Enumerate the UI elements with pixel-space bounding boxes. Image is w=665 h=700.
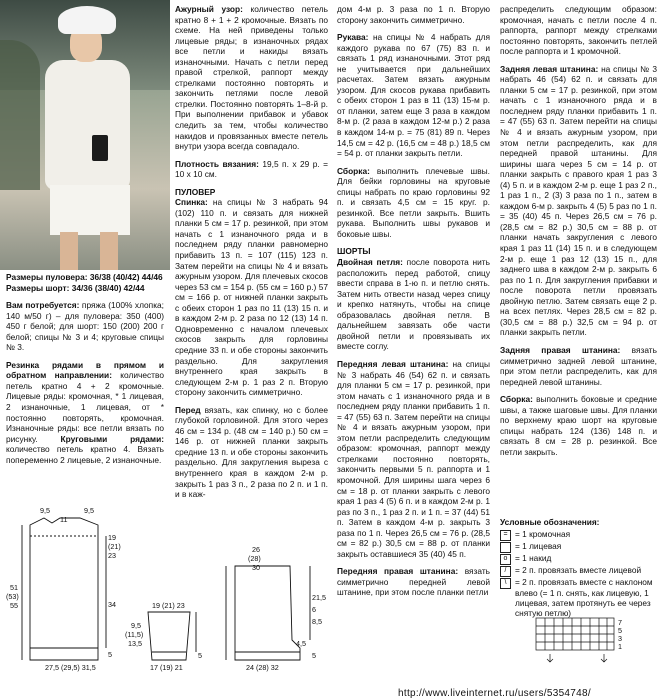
lace-text: количество петель кратно 8 + 1 + 2 кромочные. Вязать по схеме. На ней приведены только лицевые ряды; в изнаночных рядах все петли и накиды вязать изнаночными. Начать с петли перед правой стрелкой, раппорт между стрелками постоянно повторять и закончить петлями после левой стрелки. Постоянно повторять 1–8-й р. При выполнении прибавок и убавок следить за тем, чтобы количество накидов и провязанных вместе петель внутри узора всегда совпадало. bbox=[175, 4, 328, 152]
short-h2-label: 8,5 bbox=[312, 617, 322, 626]
left-leg-text: на спицы № 3 набрать 46 (54) 62 п. и связать для планки 5 см = 17 р. резинкой, при этом начать с 1 изнаночного ряда и в последнем ряду планки прибавить 1 п. = 47 (55) 63 п. Затем перейти на спицы № 4 и вязать ажурным узором, при этом петли распределить следующим образом: кромочная, раппорт между стрелками постоянно повторять, закончить первыми 5 п. раппорта и 1 кромочной. Для ширины шага через 6 см = 18 р. от планки закрыть с левого края 1 раз 4 (5) 6 п. и в каждом 2-м р. 1 раз по 3 п., 1 раз 2 п. и 1 п. = 37 (44) 51 п. Затем в каждом 4-м р. закрыть 3 раза по 1 п. Через 26,5 см = 76 р. (28,5 см = 82 р.) 30,5 см = 88 р. от планки закрыть оставшиеся 35 (40) 45 п. bbox=[337, 358, 490, 559]
body-h2-label: (53) bbox=[6, 592, 19, 601]
right-leg-title: Передняя правая штанина: bbox=[337, 566, 459, 577]
belt-title: Двойная петля: bbox=[337, 257, 403, 268]
back-left-title: Задняя левая штанина: bbox=[500, 63, 599, 74]
back-right-title: Задняя правая штанина: bbox=[500, 344, 621, 355]
sleeve-h2-label: (11,5) bbox=[125, 630, 144, 639]
rib-text: количество петель кратно 4 + 2 кромочные. Лицевые ряды: кромочная, * 1 лицевая, 2 изнаночные, 1 лицевая, от * постоянно повторять, кромочная. Изнаночные ряды: все петли вязать по рисунку. bbox=[6, 370, 164, 444]
sleeve-text: на спицы № 4 набрать для каждого рукава по 67 (75) 83 п. и связать 1 ряд изнаночными. Этот ряд не учитывается при дальнейших расчетах. Затем вязать ажурным узором. Для скосов рукава прибавить с обеих сторон 1 раз в 11 (13) 15-м р. от планки, затем еще 3 раза в каждом 8-м р. (2 раза в каждом 12-м р.) 2 раза в каждом 14-м р. = 75 (81) 89 п. Через 14,5 см = 42 р. (16,5 см = 48 р.) 18,5 см = 54 р. от планки закрыть петли. bbox=[337, 32, 490, 159]
lace-title: Ажурный узор: bbox=[175, 4, 243, 14]
chart-row-7: 7 bbox=[618, 618, 622, 627]
materials-text: пряжа (100% хлопка; 140 м/50 г) – для пуловера: 350 (400) 450 г белой; для шорт: 150 (200) 200 г белой; спицы № 3 и 4; круговые спицы № 3. bbox=[6, 300, 164, 353]
belt-text: после поворота нить расположить перед работой, спицу ввести справа в 1-ю п. и петлю снять. Затем нить отвести назад через спицу и крепко натянуть, чтобы на спице образовалась двойная петля. В дальнейшем завязать обе части двойной петли и провязывать их вместе соглу. bbox=[337, 257, 490, 352]
chart-row-1: 1 bbox=[618, 642, 622, 651]
back-left-text: на спицы № 3 набрать 46 (54) 62 п. и связать для планки 5 см = 17 р. резинкой, при этом начать с 1 изнаночного ряда и в последнем ряду планки прибавить 1 п. = 47 (55) 63 п. Затем перейти на спицы № 4 и вязать ажурным узором, при этом петли распределить, как для передней правой штанины. Для ширины шага через 5 см = 14 р. от планки закрыть с правого края 1 раз 3 (4) 5 п. и в каждом 2-м р. еще 1 раз 2 п., 1 раз 1 п., 2 (3) 3 раза по 1 п., затем в каждом 6-м р. закрыть 4 (5) 5 раз по 1 п. = 35 (40) 45 п. Через 26,5 см = 76 р. (28,5 см = 82 р.) 30,5 см = 88 р. от планки начать закругления с левого края 1 раз 11 (14) 15 п. и в следующем 2-м р. еще 1 раз 12 (13) 15 п., для заднего шва в каждом 2-м р. закрыть 6 раз по 1 п. Для закругления прибавки и после поворота петли провязать двойную петлю. Затем связать еще 2 р. на всех петлях. Через 28,5 см = 82 р. (30,5 см = 88 р.) 32,5 см = 94 р. от планки закрыть петли. bbox=[500, 63, 657, 338]
front-text: вязать, как спинку, но с более глубокой горловиной. Для этого через 46 см = 134 р. (48 см = 140 р.) 50 см = 146 р. от нижней планки закрыть средние 13 п. и обе стороны закончить раздельно. Для закругления выреза с внутреннего края в каждом 2-м р. закрыть 1 раз 3 п., 2 раза по 2 п. и 1 п. и в каж- bbox=[175, 404, 328, 500]
sleeve-title: Рукава: bbox=[337, 32, 369, 43]
body-h1-label: 51 bbox=[10, 583, 18, 592]
density-text: 19,5 п. x 29 р. = 10 x 10 см. bbox=[175, 158, 329, 180]
edge-stitch-icon: = bbox=[500, 530, 511, 541]
legend-item: \ = 2 п. провязать вместе с наклоном влево (= 1 п. снять, как лицевую, 1 лицевая, затем протянуть ее через снятую петлю) bbox=[500, 577, 660, 618]
ssk-icon: \ bbox=[500, 578, 511, 589]
sizes-shorts: Размеры шорт: 34/36 (38/40) 42/44 bbox=[6, 282, 145, 293]
sizes-pullover: Размеры пуловера: 36/38 (40/42) 44/46 bbox=[6, 272, 163, 282]
yarn-over-icon: o bbox=[500, 554, 511, 565]
sleeve-bottom-label: 17 (19) 21 bbox=[150, 663, 183, 672]
body-r2-label: (21) bbox=[108, 542, 121, 551]
short-h1-label: 6 bbox=[312, 605, 316, 614]
body-top-label: 9,5 bbox=[40, 506, 50, 515]
round-title: Круговыми рядами: bbox=[60, 433, 164, 444]
body-neck-label: 11 bbox=[60, 515, 68, 524]
body-shoulder-label: 9,5 bbox=[84, 506, 94, 515]
shorts-heading: ШОРТЫ bbox=[337, 246, 371, 257]
short-t2-label: (28) bbox=[248, 554, 261, 563]
short-side-label: 21,5 bbox=[312, 593, 326, 602]
chart-row-3: 3 bbox=[618, 634, 622, 643]
lace-chart bbox=[536, 618, 614, 662]
assembly-text: выполнить плечевые швы. Для бейки горловины на круговые спицы набрать по краю горловины 92 п. и связать 4,5 см = 15 круг. р. резинкой. Все петли закрыть. Вшить рукава. Выполнить швы рукавов и боковые швы. bbox=[337, 165, 490, 239]
sleeve-h3-label: 13,5 bbox=[128, 639, 142, 648]
short-t3-label: 30 bbox=[252, 563, 260, 572]
body-r1-label: 19 bbox=[108, 533, 116, 542]
pullover-heading: ПУЛОВЕР bbox=[175, 186, 216, 197]
k2tog-icon: / bbox=[500, 566, 511, 577]
body-width-label: 27,5 (29,5) 31,5 bbox=[45, 663, 96, 672]
body-side-label: 34 bbox=[108, 600, 116, 609]
pullover-schematic bbox=[22, 518, 106, 660]
legend-item: = = 1 кромочная bbox=[500, 529, 660, 541]
chart-row-5: 5 bbox=[618, 626, 622, 635]
back-title: Спинка: bbox=[175, 197, 208, 208]
sleeve-schematic bbox=[148, 612, 196, 660]
short-w-label: 4,5 bbox=[296, 639, 306, 648]
legend-item: = 1 лицевая bbox=[500, 541, 660, 553]
body-r3-label: 23 bbox=[108, 551, 116, 560]
back-right-text: вязать симметрично задней левой штанине, при этом петли распределить, как для передней левой штанины. bbox=[500, 344, 657, 387]
front-title: Перед bbox=[175, 404, 201, 415]
sleeve-top-label: 19 (21) 23 bbox=[152, 601, 185, 610]
sleeve-h1-label: 9,5 bbox=[131, 621, 141, 630]
front-cont: дом 4-м р. 3 раза по 1 п. Вторую сторону закончить симметрично. bbox=[337, 4, 490, 25]
short-top-label: 26 bbox=[252, 545, 260, 554]
round-text: количество петель кратно 4. Вязать попеременно 2 лицевые, 2 изнаночные. bbox=[6, 444, 164, 465]
back-text: на спицы № 3 набрать 94 (102) 110 п. и связать для нижней планки 5 см = 17 р. резинкой, при этом начать с 1 изнаночного ряда и в последнем ряду планки равномерно прибавить 13 п. = 107 (115) 123 п. Затем перейти на спицы № 4 и вязать ажурным узором. Для плечевых скосов через 53 см = 154 р. (55 см = 160 р.) 57 см = 166 р. от нижней планки закрыть с обеих сторон 1 раз по 11 (13) 15 п. и в каждом 2-м р. 2 раза по 12 (13) 14 п. Одновременно с началом плечевых скосов закрыть для горловины средние 33 п. и обе стороны закончить раздельно. Для закругления внутреннего края закрыть в следующем 2-м р. 1 раз 2 п. Вторую сторону закончить симметрично. bbox=[175, 197, 328, 398]
body-h3-label: 55 bbox=[10, 601, 18, 610]
legend-item: / = 2 п. провязать вместе лицевой bbox=[500, 565, 660, 577]
right-leg-text: вязать симметрично передней левой штанине, при этом после планки петли bbox=[337, 566, 490, 598]
col4-intro: распределить следующим образом: кромочная, начать с петли после 4 п. раппорта, раппорт между стрелками постоянно повторять, закончить петлей после раппорта и 1 кромочной. bbox=[500, 4, 657, 57]
materials-title: Вам потребуется: bbox=[6, 300, 80, 311]
left-leg-title: Передняя левая штанина: bbox=[337, 358, 449, 369]
short-rib-label: 5 bbox=[312, 651, 316, 660]
body-rib-label: 5 bbox=[108, 650, 112, 659]
rib-title: Резинка рядами в прямом и обратном направлении: bbox=[6, 359, 164, 381]
assembly2-text: выполнить боковые и средние швы, а также шаговые швы. Для планки по верхнему краю шорт на круговые спицы набрать 124 (136) 148 п. и связать 8 см = 28 р. резинкой. Все петли закрыть. bbox=[500, 394, 657, 457]
legend-title: Условные обозначения: bbox=[500, 517, 600, 527]
legend-item: o = 1 накид bbox=[500, 553, 660, 565]
assembly2-title: Сборка: bbox=[500, 394, 533, 405]
sleeve-rib-label: 5 bbox=[198, 651, 202, 660]
short-width-label: 24 (28) 32 bbox=[246, 663, 279, 672]
source-url: http://www.liveinternet.ru/users/5354748/ bbox=[398, 688, 591, 699]
density-title: Плотность вязания: bbox=[175, 158, 259, 169]
assembly-title: Сборка: bbox=[337, 165, 370, 176]
